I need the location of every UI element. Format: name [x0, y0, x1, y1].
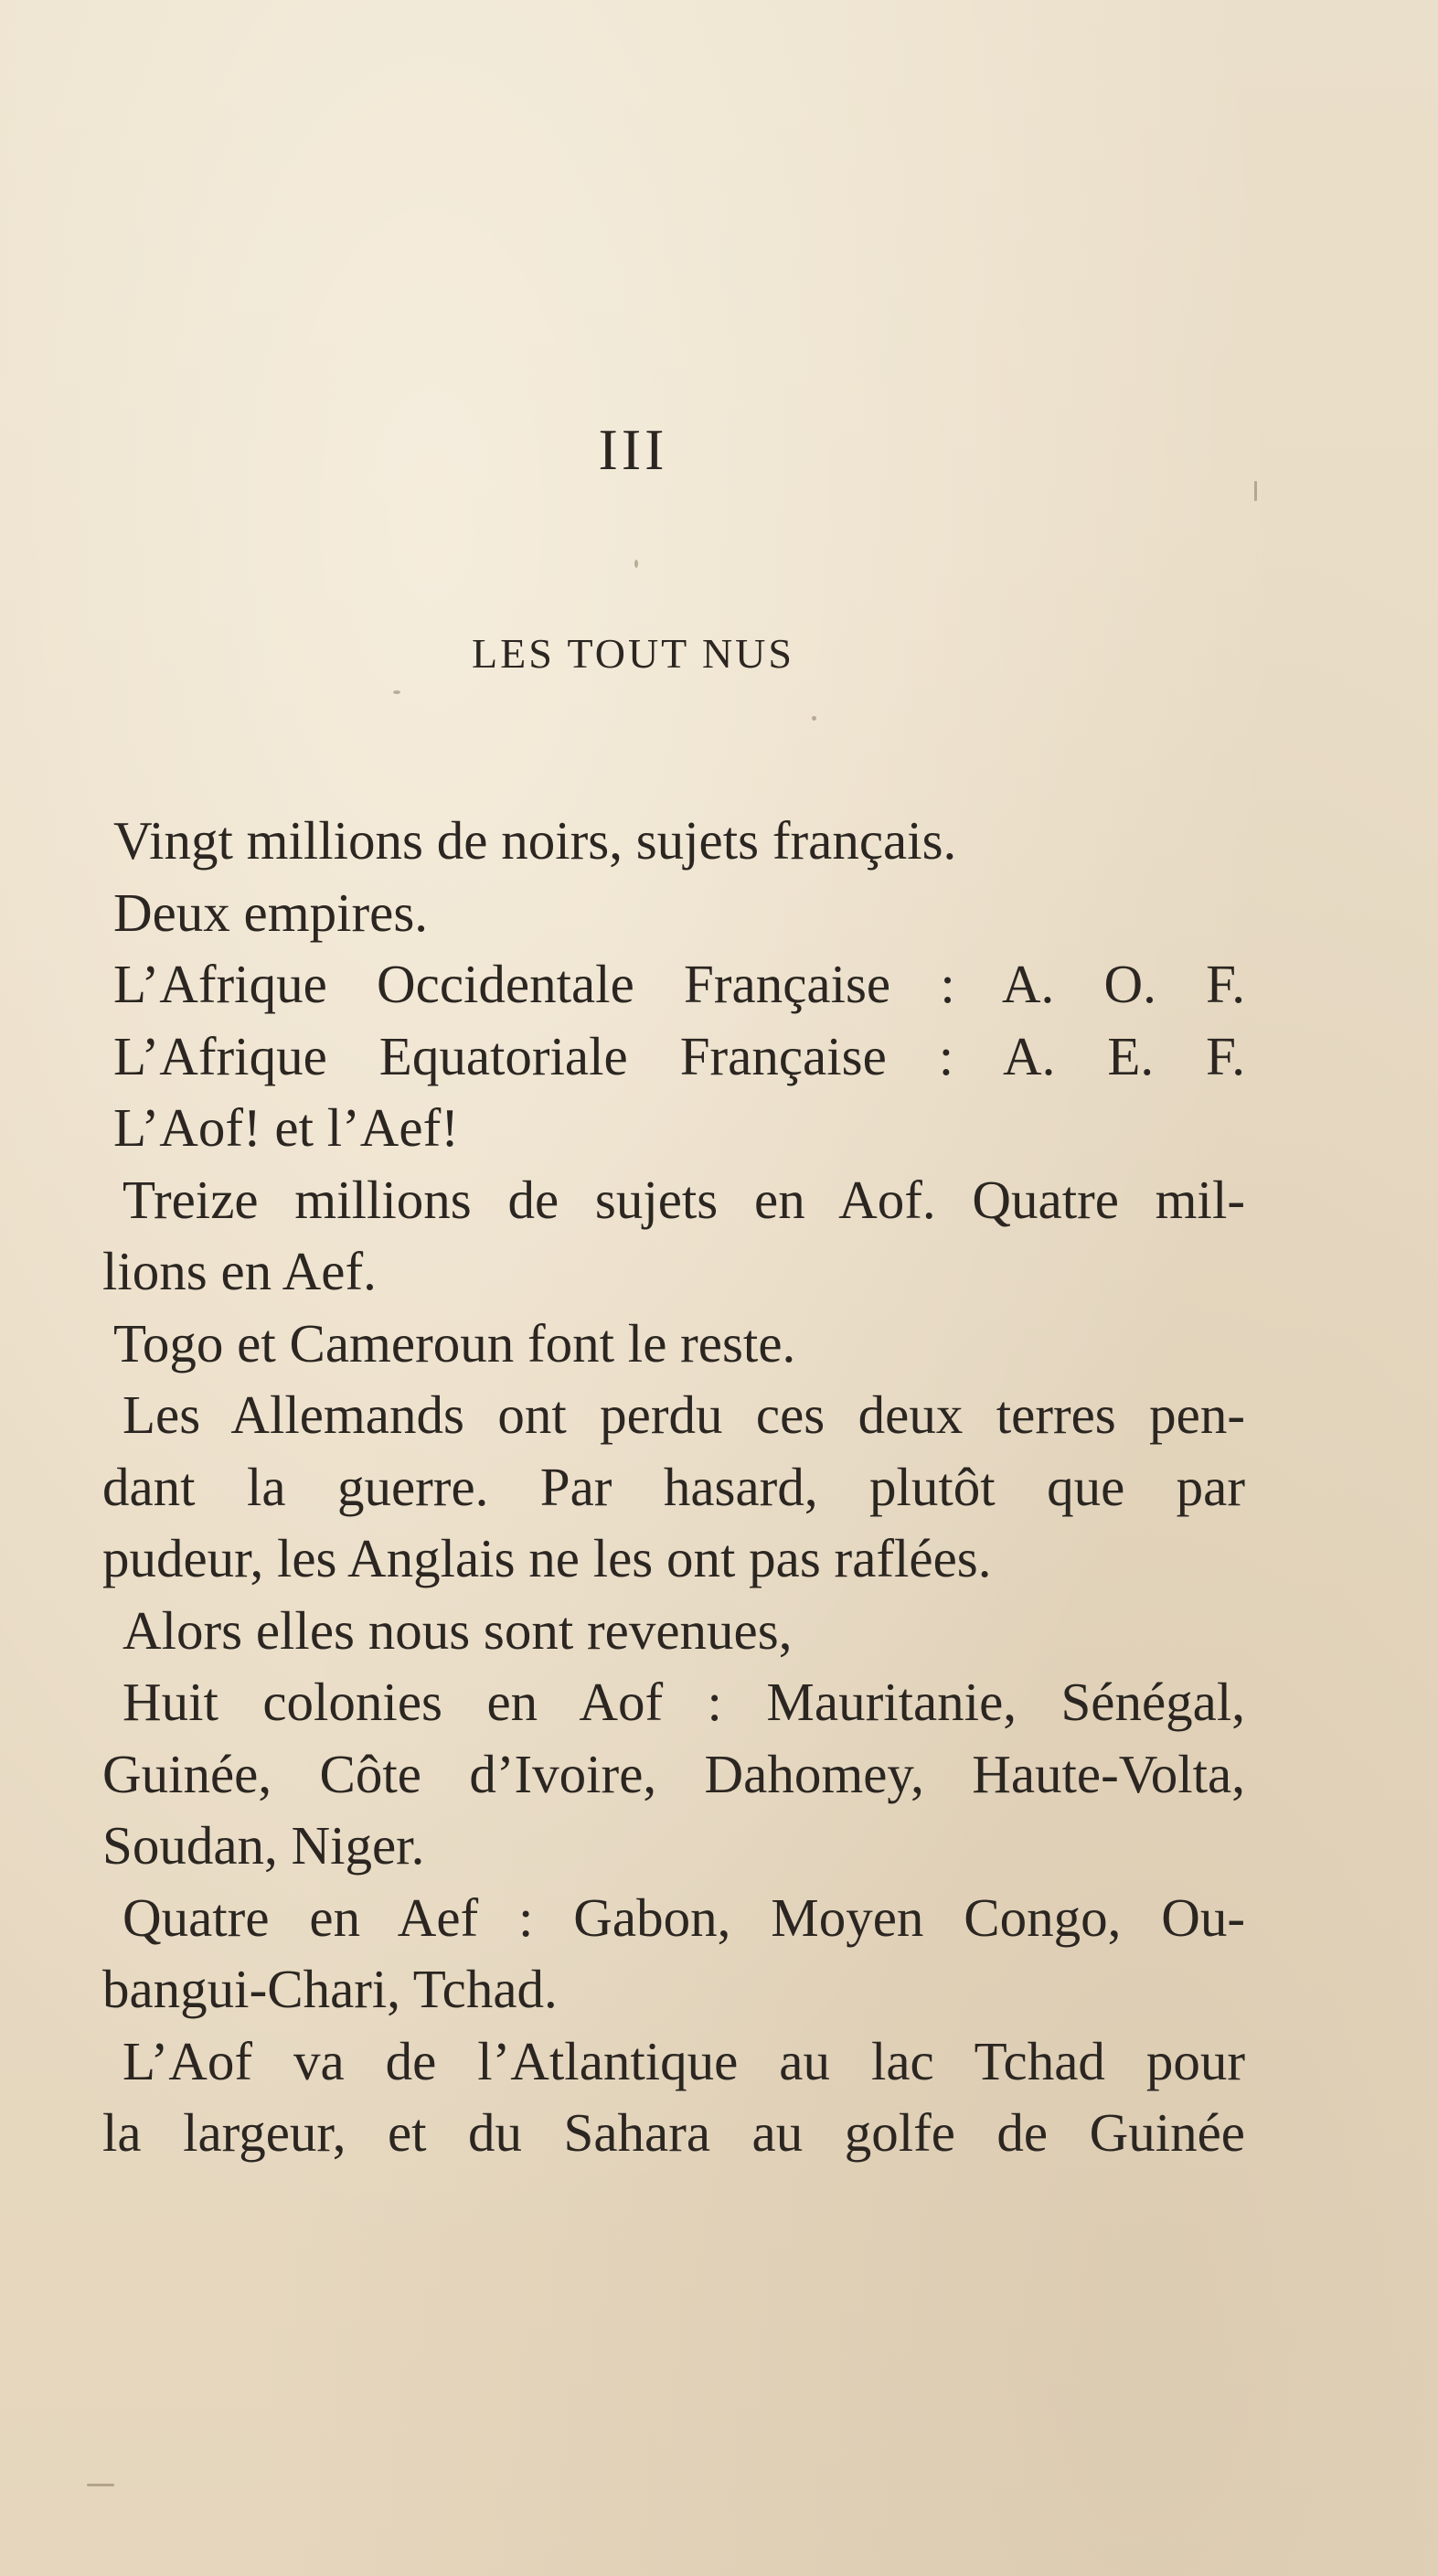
text-line: L’Aof! et l’Aef!	[113, 1097, 459, 1158]
text-line: Huit colonies en Aof : Mauritanie, Sénégal,	[122, 1672, 1245, 1732]
text-line: Deux empires.	[113, 882, 429, 943]
text-line: Treize millions de sujets en Aof. Quatre mil-	[122, 1169, 1245, 1230]
body-text	[102, 805, 1245, 2169]
text-line: L’Afrique Occidentale Française : A. O. F.	[113, 954, 1245, 1014]
text-line: Soudan, Niger.	[102, 1815, 425, 1876]
text-line: bangui-Chari, Tchad.	[102, 1959, 558, 2019]
chapter-number: III	[598, 417, 668, 482]
paper-speck	[1254, 481, 1257, 501]
paper-speck	[393, 690, 400, 694]
text-line: Quatre en Aef : Gabon, Moyen Congo, Ou-	[122, 1887, 1245, 1948]
text-line: Les Allemands ont perdu ces deux terres pen-	[122, 1384, 1245, 1445]
text-line: la largeur, et du Sahara au golfe de Guinée	[102, 2102, 1245, 2163]
paper-speck	[87, 2484, 114, 2486]
text-line: lions en Aef.	[102, 1241, 377, 1301]
text-line: L’Afrique Equatoriale Française : A. E. F.	[113, 1025, 1245, 1086]
chapter-title: LES TOUT NUS	[472, 630, 794, 677]
text-line: L’Aof va de l’Atlantique au lac Tchad pour	[122, 2030, 1245, 2091]
text-line: Vingt millions de noirs, sujets français.	[113, 810, 957, 871]
text-line: Guinée, Côte d’Ivoire, Dahomey, Haute-Volta,	[102, 1743, 1245, 1804]
paper-speck	[812, 716, 816, 721]
text-line: Togo et Cameroun font le reste.	[113, 1312, 796, 1374]
text-line: dant la guerre. Par hasard, plutôt que par	[102, 1456, 1245, 1517]
paper-speck	[634, 560, 638, 568]
text-line: pudeur, les Anglais ne les ont pas raflées.	[102, 1528, 992, 1588]
text-line: Alors elles nous sont revenues,	[122, 1599, 793, 1661]
